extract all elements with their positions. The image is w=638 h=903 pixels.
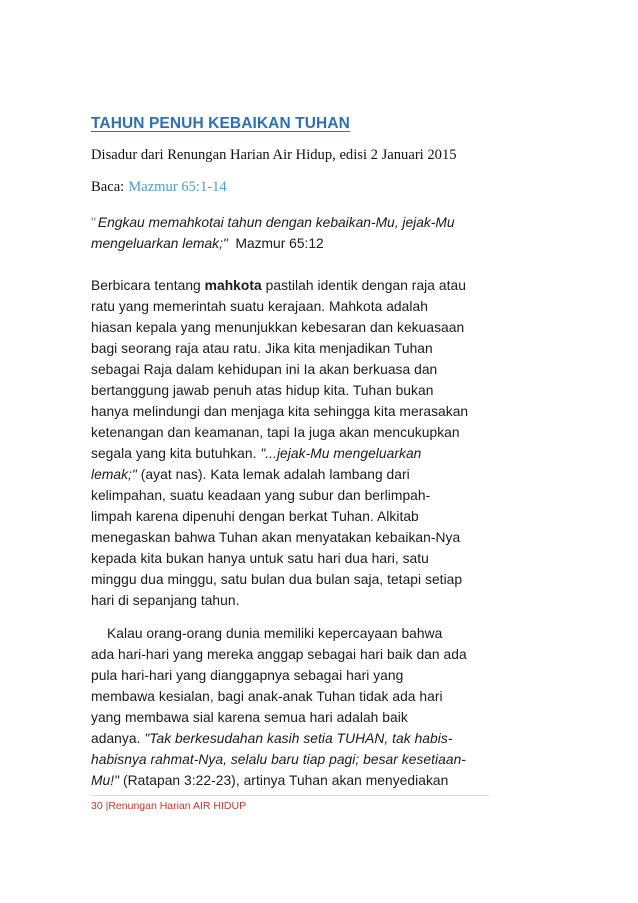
body-line: menegaskan bahwa Tuhan akan menyatakan kebaikan-Nya	[91, 530, 461, 545]
page-number: 30	[91, 800, 103, 812]
italic-quote: lemak;"	[91, 467, 137, 482]
body-line: ratu yang memerintah suatu kerajaan. Mahkota adalah	[91, 299, 428, 314]
body-text: (Ratapan 3:22-23), artinya Tuhan akan menyediakan	[119, 773, 449, 788]
body-line	[91, 773, 501, 788]
body-line: hanya melindungi dan menjaga kita sehingga kita merasakan	[91, 404, 469, 419]
body-line: kepada kita bukan hanya untuk satu hari dua hari, satu	[91, 551, 429, 566]
page-title: TAHUN PENUH KEBAIKAN TUHAN	[91, 115, 350, 132]
body-line: ada hari-hari yang mereka anggap sebagai hari baik dan ada	[91, 647, 467, 662]
key-verse	[91, 213, 491, 254]
footer-label: Renungan Harian AIR HIDUP	[108, 800, 247, 812]
body-line: minggu dua minggu, satu bulan dua bulan saja, tetapi setiap	[91, 572, 463, 587]
emphasis-mahkota: mahkota	[204, 278, 262, 293]
read-label: Baca:	[91, 179, 125, 195]
italic-quote: Mu!"	[91, 773, 120, 788]
body-line	[91, 278, 501, 293]
verse-reference: Mazmur 65:12	[235, 235, 324, 251]
verse-text-2: mengeluarkan lemak;"	[91, 235, 228, 251]
body-line: Kalau orang-orang dunia memiliki kepercayaan bahwa	[107, 626, 443, 641]
source-note: Disadur dari Renungan Harian Air Hidup, edisi 2 Januari 2015	[91, 147, 457, 163]
body-line: kelimpahan, suatu keadaan yang subur dan berlimpah-	[91, 488, 431, 503]
body-text: (ayat nas). Kata lemak adalah lambang dari	[136, 467, 410, 482]
body-line	[91, 467, 501, 482]
body-line: hiasan kepala yang menunjukkan kebesaran dan kekuasaan	[91, 320, 465, 335]
body-line: sebagai Raja dalam kehidupan ini Ia akan berkuasa dan	[91, 362, 438, 377]
body-text: segala yang kita butuhkan.	[91, 446, 261, 461]
body-line: membawa kesialan, bagi anak-anak Tuhan tidak ada hari	[91, 689, 443, 704]
page-footer	[91, 800, 246, 812]
verse-text-1: Engkau memahkotai tahun dengan kebaikan-Mu, jejak-Mu	[97, 215, 455, 230]
scripture-link[interactable]: Mazmur 65:1-14	[128, 179, 227, 195]
body-line: hari di sepanjang tahun.	[91, 593, 240, 608]
body-line: limpah karena dipenuhi dengan berkat Tuhan. Alkitab	[91, 509, 419, 524]
reading-line	[91, 179, 227, 196]
body-line: habisnya rahmat-Nya, selalu baru tiap pagi; besar kesetiaan-	[91, 752, 466, 767]
body-line	[91, 731, 501, 746]
body-line	[91, 446, 501, 461]
verse-line-2	[91, 234, 491, 255]
footer-separator: |	[102, 800, 109, 812]
body-text: pastilah identik dengan raja atau	[261, 278, 466, 293]
footer-divider	[91, 795, 489, 796]
body-line: bertanggung jawab penuh atas hidup kita. Tuhan bukan	[91, 383, 434, 398]
body-line: bagi seorang raja atau ratu. Jika kita menjadikan Tuhan	[91, 341, 433, 356]
verse-open-quote: "	[91, 215, 96, 230]
body-line: yang membawa sial karena semua hari adalah baik	[91, 710, 408, 725]
italic-quote: "...jejak-Mu mengeluarkan	[260, 446, 422, 461]
verse-line-1	[91, 213, 491, 234]
body-text: Berbicara tentang	[91, 278, 205, 293]
body-text: adanya.	[91, 731, 145, 746]
italic-quote: "Tak berkesudahan kasih setia TUHAN, tak habis-	[144, 731, 453, 746]
body-line: ketenangan dan keamanan, tapi Ia juga akan mencukupkan	[91, 425, 460, 440]
body-line: pula hari-hari yang dianggapnya sebagai hari yang	[91, 668, 404, 683]
